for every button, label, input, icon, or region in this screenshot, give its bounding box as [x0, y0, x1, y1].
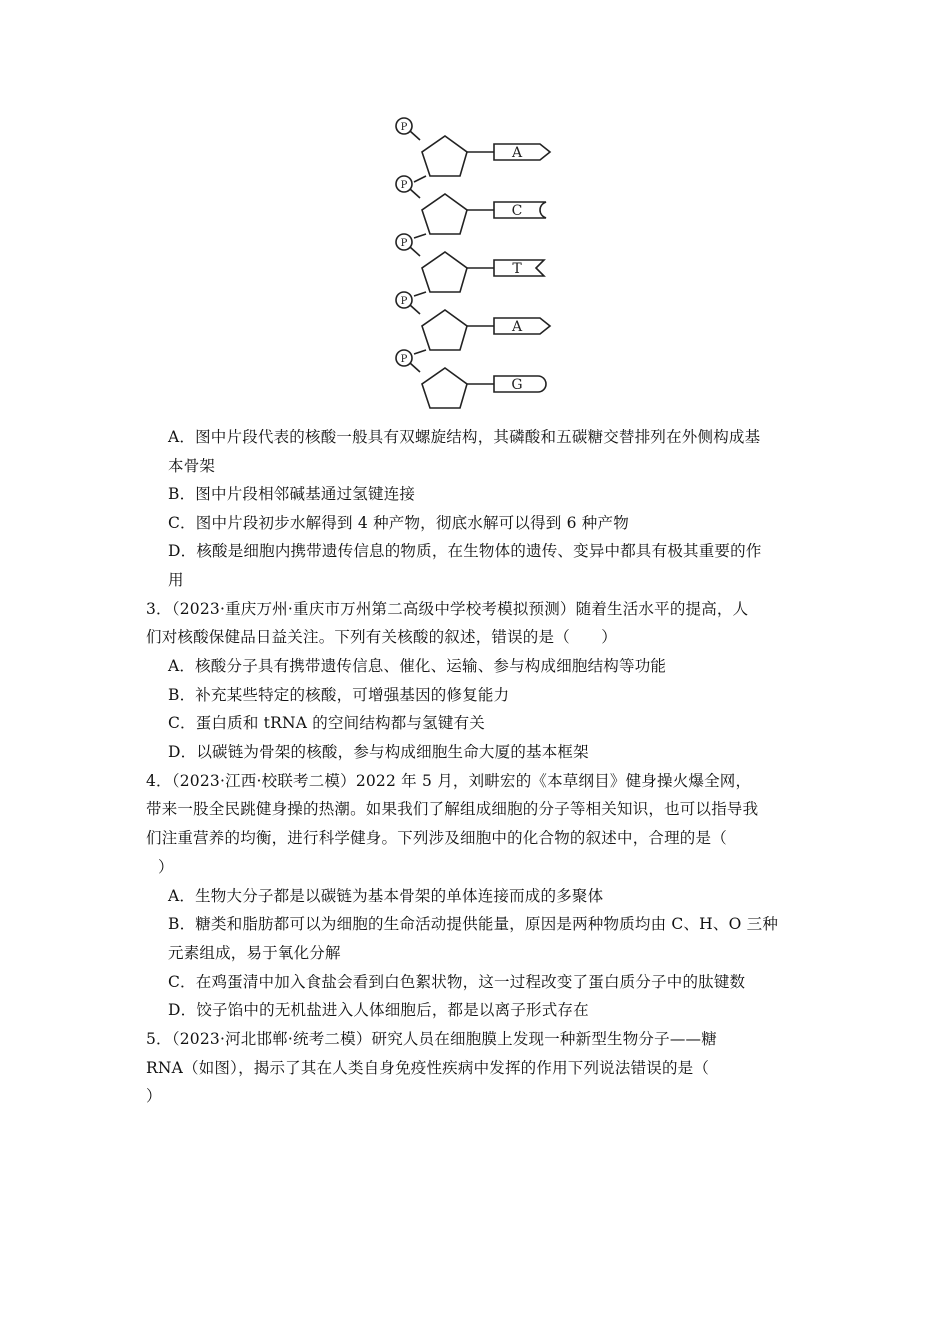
base-label: A	[511, 145, 523, 161]
q3-option-c: C．蛋白质和 tRNA 的空间结构都与氢键有关	[168, 714, 485, 732]
q4-stem-continued: 带来一股全民跳健身操的热潮。如果我们了解组成细胞的分子等相关知识，也可以指导我	[146, 800, 759, 818]
pentose-sugar-icon	[422, 194, 467, 234]
q3-option-b: B．补充某些特定的核酸，可增强基因的修复能力	[168, 686, 510, 704]
q4-option-c: C．在鸡蛋清中加入食盐会看到白色絮状物，这一过程改变了蛋白质分子中的肽键数	[168, 973, 746, 991]
q5-stem-continued: RNA（如图），揭示了其在人类自身免疫性疾病中发挥的作用下列说法错误的是（	[146, 1059, 710, 1077]
q4-option-b: B．糖类和脂肪都可以为细胞的生命活动提供能量，原因是两种物质均由 C、H、O 三种	[168, 915, 779, 933]
phosphate-label: P	[400, 180, 408, 191]
pentose-sugar-icon	[422, 252, 467, 292]
base-label: A	[511, 319, 523, 335]
phosphate-label: P	[400, 238, 408, 249]
q4-stem: 4．（2023·江西·校联考二模）2022 年 5 月，刘畊宏的《本草纲目》健身操火爆全网，	[146, 772, 752, 790]
q4-option-d: D．饺子馅中的无机盐进入人体细胞后，都是以离子形式存在	[168, 1001, 589, 1019]
base-label: G	[511, 377, 523, 393]
base-label: C	[511, 203, 523, 219]
q4-option-a: A．生物大分子都是以碳链为基本骨架的单体连接而成的多聚体	[168, 887, 604, 905]
q2-option-d-continued: 用	[168, 571, 184, 589]
q2-option-a-continued: 本骨架	[168, 457, 216, 475]
q3-stem: 3．（2023·重庆万州·重庆市万州第二高级中学校考模拟预测）随着生活水平的提高，人	[146, 600, 749, 618]
phosphate-label: P	[400, 354, 408, 365]
phosphate-label: P	[400, 296, 408, 307]
q4-stem-continued: 们注重营养的均衡，进行科学健身。下列涉及细胞中的化合物的叙述中，合理的是（	[146, 829, 727, 847]
pentose-sugar-icon	[422, 310, 467, 350]
q4-stem-bracket: ）	[158, 858, 174, 876]
q3-option-a: A．核酸分子具有携带遗传信息、催化、运输、参与构成细胞结构等功能	[168, 657, 667, 675]
q5-stem: 5．（2023·河北邯郸·统考二模）研究人员在细胞膜上发现一种新型生物分子——糖	[146, 1030, 717, 1048]
q2-option-d: D．核酸是细胞内携带遗传信息的物质，在生物体的遗传、变异中都具有极其重要的作	[168, 542, 762, 560]
phosphate-label: P	[400, 122, 408, 133]
pentose-sugar-icon	[422, 368, 467, 408]
q4-option-b-continued: 元素组成，易于氧化分解	[168, 944, 341, 962]
q5-stem-bracket: ）	[146, 1087, 162, 1105]
q3-stem-continued: 们对核酸保健品日益关注。下列有关核酸的叙述，错误的是（ ）	[146, 628, 618, 646]
q3-option-d: D．以碳链为骨架的核酸，参与构成细胞生命大厦的基本框架	[168, 743, 589, 761]
base-label: T	[512, 261, 522, 277]
q2-option-a: A．图中片段代表的核酸一般具有双螺旋结构，其磷酸和五碳糖交替排列在外侧构成基	[168, 428, 761, 446]
pentose-sugar-icon	[422, 136, 467, 176]
dna-strand-figure	[380, 110, 580, 420]
q2-option-b: B．图中片段相邻碱基通过氢键连接	[168, 485, 416, 503]
q2-option-c: C．图中片段初步水解得到 4 种产物，彻底水解可以得到 6 种产物	[168, 514, 629, 532]
